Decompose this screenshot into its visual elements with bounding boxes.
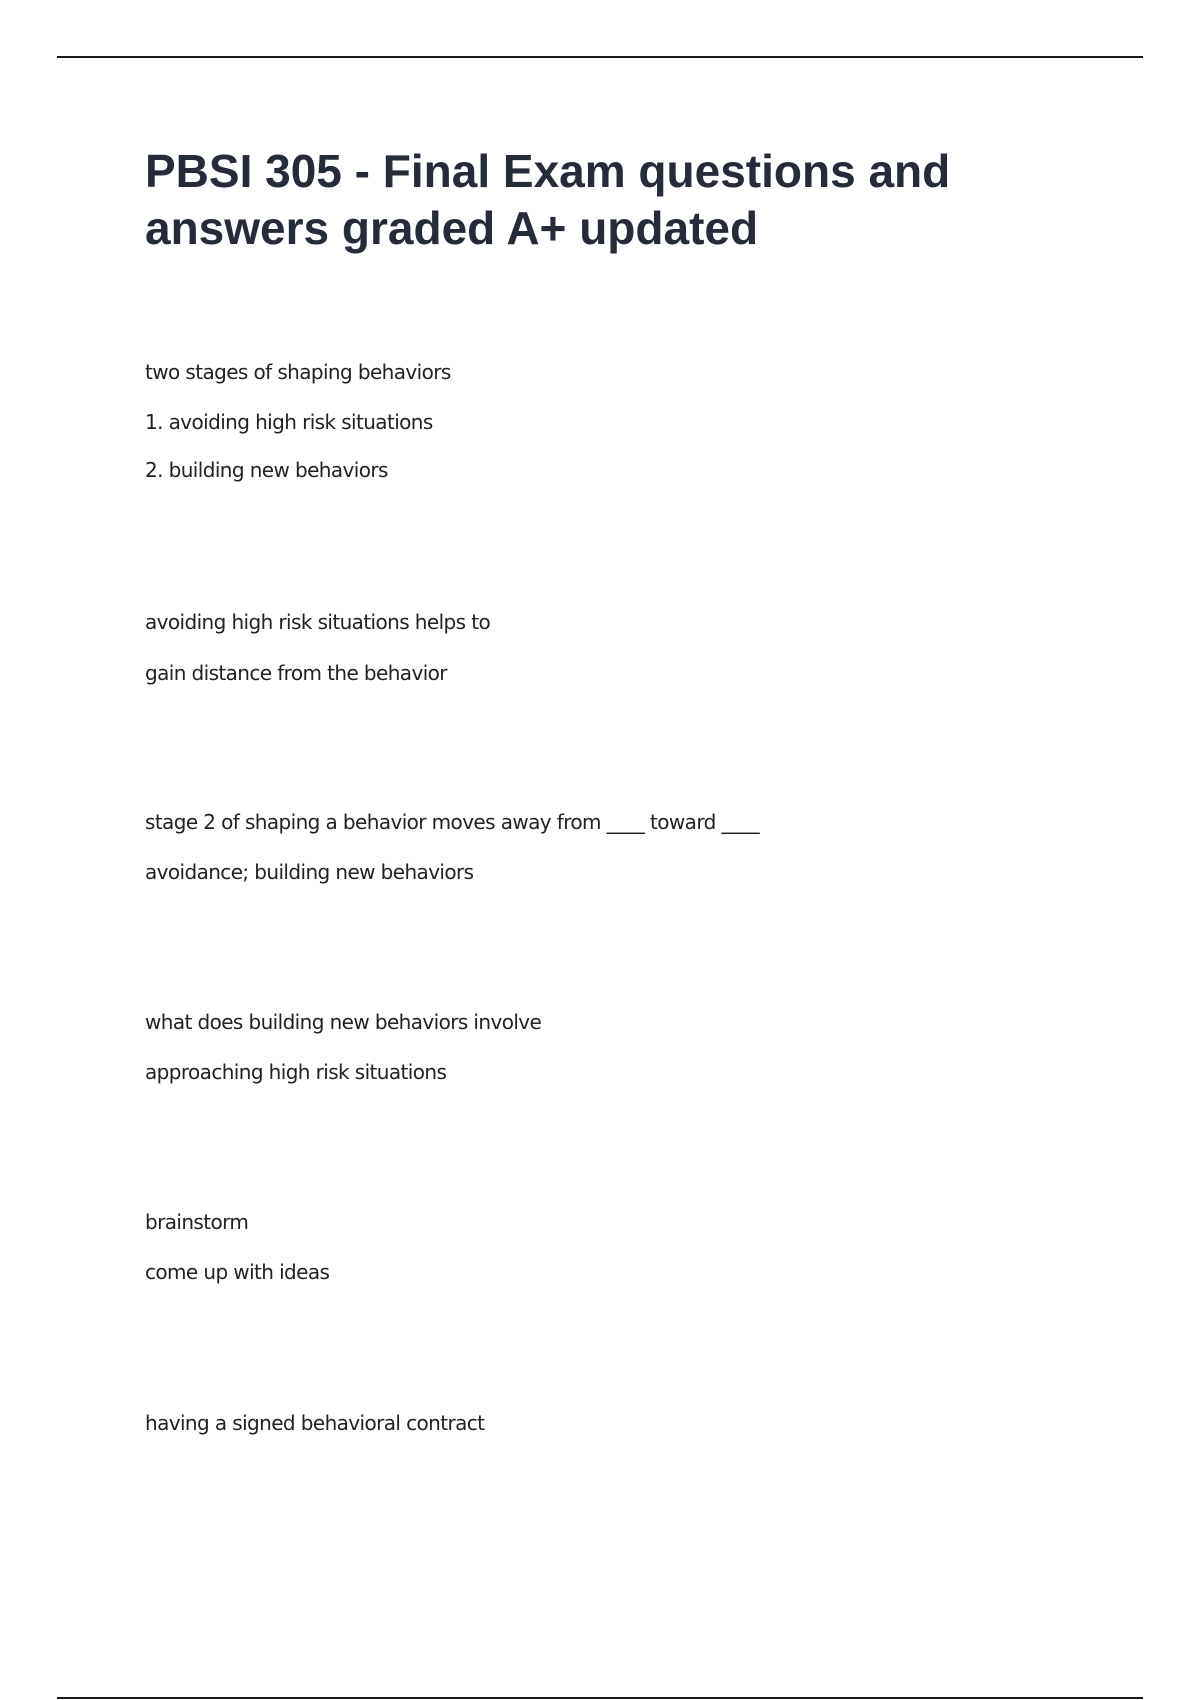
answer-text: 1. avoiding high risk situations [145,410,433,434]
question-text: stage 2 of shaping a behavior moves away from ____ toward ____ [145,810,760,834]
question-text: avoiding high risk situations helps to [145,610,491,634]
answer-text: gain distance from the behavior [145,661,447,685]
answer-text: 2. building new behaviors [145,458,388,482]
answer-text: come up with ideas [145,1260,330,1284]
document-title: PBSI 305 - Final Exam questions and answers graded A+ updated [145,145,951,254]
top-rule [57,56,1143,58]
question-text: what does building new behaviors involve [145,1010,542,1034]
question-text: two stages of shaping behaviors [145,360,451,384]
question-text: having a signed behavioral contract [145,1411,485,1435]
question-text: brainstorm [145,1210,249,1234]
answer-text: avoidance; building new behaviors [145,860,474,884]
bottom-rule [57,1697,1143,1699]
answer-text: approaching high risk situations [145,1060,447,1084]
